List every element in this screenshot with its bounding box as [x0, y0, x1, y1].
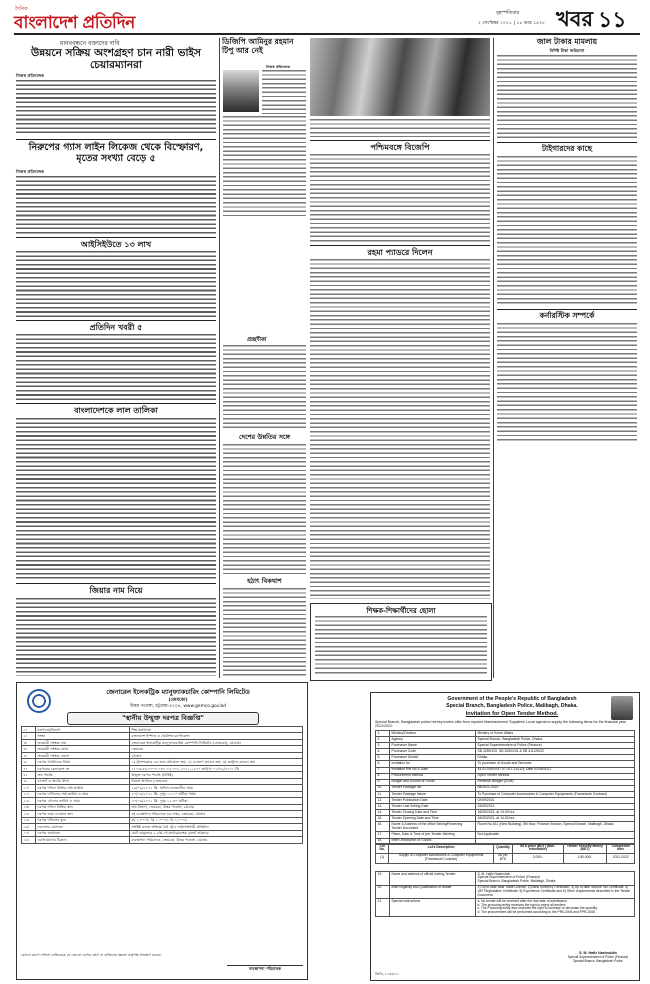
table-cell: 13.	[376, 804, 390, 810]
table-cell: 1.	[376, 731, 390, 737]
table-cell: To Purchase of Computer Accessories & Computer Equipments (Framework Contract)	[476, 791, 635, 797]
table-cell: 2.	[376, 737, 390, 743]
table-cell: Budget and Source of Funds	[390, 779, 476, 785]
table-cell: ১০।	[22, 785, 36, 791]
table-cell: ৫।	[22, 752, 36, 758]
table-cell: সংশ্লিষ্ট কাজে অভিজ্ঞ বৈধ ট্রেড লাইসেন্সধারী প্রতিষ্ঠান	[130, 824, 303, 830]
logo-small: দৈনিক	[15, 6, 28, 12]
table-cell: ১১।	[22, 791, 36, 797]
table-cell: (1)	[376, 853, 389, 863]
table-cell: ১৩।	[22, 804, 36, 810]
table-cell: ১) ট্রান্সফরমার এর জন্য কাঁচামাল ক্রয়; ২) এনালগ ক্যাবল ক্রয়; ৩) কন্ট্রোল ক্যাবল ক্রয়	[130, 759, 303, 765]
table-cell: Ministry of Home Affairs	[476, 731, 635, 737]
table-cell: 17.	[376, 832, 390, 838]
table-row	[376, 899, 635, 916]
table-cell: Name & Address of the office Selling/Receiving Tender Document	[390, 822, 476, 832]
divider	[310, 245, 490, 246]
table-cell: ১৮।	[22, 837, 36, 843]
table-cell: ৪।	[22, 746, 36, 752]
left-story6-headline: জিয়ার নাম নিয়ে	[89, 586, 143, 595]
left-story2-headline: নিরুপের গ্যাস লাইন লিকেজ থেকে বিস্ফোরণ, মৃতের সংখ্যা বেড়ে ৫	[28, 142, 204, 164]
table-cell: Invitation Ref No & Date	[390, 767, 476, 773]
table-cell: To purchase of Goods and Services.	[476, 761, 635, 767]
table-row	[376, 853, 635, 863]
table-cell: Tender Closing Date and Time	[390, 810, 476, 816]
section-name: খবর	[556, 7, 594, 31]
tribute-headline: ডিজিপি আমিনুর রহমান টিপু আর নেই	[222, 37, 294, 55]
left-story3-headline: আইসিইউতে ১৩ লাখ	[80, 240, 152, 249]
table-cell: Tender Package No	[390, 785, 476, 791]
table-cell: দরদাতার যোগ্যতা	[36, 824, 130, 830]
sb-title: Invitation for Open Tender Method.	[465, 711, 559, 717]
divider	[310, 140, 490, 141]
table-cell: ৩।	[22, 739, 36, 745]
issue-date: ২ সেপ্টেম্বর ২০২১ | ১৮ ভাদ্র ১৪২৮	[478, 21, 546, 26]
table-header: Lot No.	[376, 844, 389, 854]
divider	[16, 139, 216, 140]
tribute-byline: নিজস্ব প্রতিবেদক	[266, 65, 291, 69]
table-cell: ১৯/০৯/২০২১ খ্রি. অফিস চলাকালীন সময়	[130, 785, 303, 791]
left-story5-headline: বাংলাদেশকে লাল তালিকা	[74, 406, 158, 415]
table-cell: 44.01.0000.047.07.027.21/(12); Date 01/09/2021	[476, 767, 635, 773]
table-cell: 12.	[376, 798, 390, 804]
sb-tender-ad	[370, 692, 640, 981]
sb-sign-name: S. M. Hafiz Nasiruddin	[579, 951, 617, 955]
table-cell: ১৭।	[22, 830, 36, 836]
table-header: Quantity	[493, 844, 512, 854]
table-cell: ১৬।	[22, 824, 36, 830]
table-cell: দরপত্র দলিল বিক্রির শেষ তারিখ	[36, 785, 130, 791]
sb-tender-table	[375, 730, 635, 845]
table-row	[376, 822, 635, 832]
sb-gov-line: Government of the People's Republic of Bangladesh	[447, 696, 577, 702]
tribute-text-3	[223, 345, 306, 431]
table-cell: Procurement Method	[390, 773, 476, 779]
table-cell: 10.	[376, 785, 390, 791]
hotat-headline: হঠাৎ বিকথাশ	[247, 577, 282, 585]
divider	[16, 237, 216, 238]
table-cell: Revenue Budget (GOB)	[476, 779, 635, 785]
table-cell: ৭।	[22, 765, 36, 771]
table-cell: Tender Publication Date	[390, 798, 476, 804]
table-cell: Agency	[390, 737, 476, 743]
table-cell: যোগাযোগের ঠিকানা	[36, 837, 130, 843]
gemco-tender-table	[21, 726, 303, 844]
sb-tender-table-2	[375, 871, 635, 917]
gemco-signature: ব্যবস্থাপনা পরিচালক	[227, 965, 303, 973]
left-story6-text	[16, 598, 216, 676]
table-cell: Purchaser Name	[390, 743, 476, 749]
table-cell: ১।	[22, 727, 36, 733]
table-cell: 14.	[376, 810, 390, 816]
table-cell: বাজেট ও অর্থের উৎস	[36, 778, 130, 784]
table-cell: ১২।	[22, 798, 36, 804]
newspaper-logo: বাংলাদেশ প্রতিদিন	[14, 13, 135, 33]
divider	[497, 309, 637, 310]
page-number: ১১	[598, 8, 627, 33]
table-cell: 16/09/2021, at 14.00 hrs.	[476, 816, 635, 822]
table-header: Tender Security Money (BDT)	[563, 844, 607, 854]
masthead-rule	[14, 33, 640, 35]
table-cell: শিল্প মন্ত্রণালয়	[130, 727, 303, 733]
table-cell: 1) Up to date valid Trade License; 2) Bank Solvency Certificate; 3) Up to date Income Tax Certificate; 4) VAT Registration Certificate; 5) Experience Certificate and 6) Other requirements described in the Tender Document.	[476, 885, 635, 899]
column-rule	[219, 38, 220, 678]
divider	[16, 583, 216, 584]
table-cell: 9.	[376, 779, 390, 785]
table-cell: ক্রয়কারী সংস্থার কোড	[36, 746, 130, 752]
table-cell: Supply of Computer Accessories & Computer Equipments (Framework Contract)	[389, 853, 493, 863]
table-cell: 11.	[376, 791, 390, 797]
tigers-text	[497, 156, 637, 306]
table-cell: ২০/০৯/২০২১ খ্রি. দুপুর ১২.০০ ঘটিকা পর্যন্ত	[130, 791, 303, 797]
table-cell: দরপত্র জমা দেওয়ার স্থান	[36, 811, 130, 817]
event-photo	[310, 38, 490, 116]
table-cell: Brief Eligibility and Qualification of Bidder	[390, 885, 476, 899]
table-cell: দরপত্র দলিলের মূল্য	[36, 817, 130, 823]
table-cell: Purchaser District	[390, 755, 476, 761]
portrait-photo	[223, 70, 259, 112]
table-cell: Tender Opening Date and Time	[390, 816, 476, 822]
jal-text	[497, 55, 637, 139]
table-cell: ক) ১,০০০/- খ) ১,০০০/- গ) ১,০০০/-	[130, 817, 303, 823]
issue-day: বৃহস্পতিবার	[496, 10, 520, 16]
table-cell: ক্রয় পদ্ধতি	[36, 772, 130, 778]
left-headline: উন্নয়নে সক্রিয় অংশগ্রহণ চান নারী ভাইস চেয়ারম্যানরা	[31, 47, 201, 72]
table-cell: ২।	[22, 733, 36, 739]
table-header: Lot's Description	[389, 844, 493, 854]
left-kicker: মানববন্ধনে বক্তাদের দাবি	[60, 40, 120, 47]
table-cell: Special Superintendent of Police (Finance)	[476, 743, 635, 749]
table-cell: Dhaka	[476, 755, 635, 761]
table-header-row	[376, 844, 635, 854]
tribute-text	[262, 70, 306, 114]
left-byline: নিজস্ব প্রতিবেদক	[16, 73, 45, 78]
table-cell: Purchaser Code	[390, 749, 476, 755]
gemco-notice-title: "স্থানীয় উন্মুক্ত দরপত্র বিজ্ঞপ্তি"	[122, 714, 204, 722]
table-cell: 18.	[376, 838, 390, 844]
table-cell: দরপত্রের রেফারেন্স নং	[36, 765, 130, 771]
table-cell: Special Branch, Bangladesh Police, Dhaka.	[476, 737, 635, 743]
table-cell: 6.	[376, 761, 390, 767]
divider	[16, 320, 216, 321]
left-story3-text	[16, 251, 216, 317]
sb-logo	[611, 696, 633, 720]
table-cell: মোট দরমূল্যের ২.৫% পে-অর্ডার/ব্যাংক ড্রাফট আকারে	[130, 830, 303, 836]
table-cell: 1,80,000/-	[563, 853, 607, 863]
table-row	[376, 872, 635, 886]
table-cell: Not Applicable	[476, 832, 635, 838]
table-cell: 08/2021-2022	[476, 785, 635, 791]
table-cell: ৬।	[22, 759, 36, 765]
table-cell: ১৪।	[22, 811, 36, 817]
table-row	[376, 885, 635, 899]
gemco-company-name: জেনারেল ইলেকট্রিক ম্যানুফ্যাকচারিং কোম্পানি লিমিটেড	[106, 688, 250, 696]
westbengal-text	[310, 154, 490, 242]
column-rule	[493, 38, 494, 678]
table-cell: Room No-611 (New Building), 5th floor, Finance Section, Special Branch, Malibagh, Dhaka	[476, 822, 635, 832]
table-cell: 15/09/2021	[476, 804, 635, 810]
table-cell: ২০/০৯/২০২১ খ্রি. দুপুর ১২.৩০ ঘটিকা	[130, 798, 303, 804]
gemco-notice-title-box	[67, 712, 259, 725]
jal-subhead: নির্দিষ্ট টাকা জরিমানা	[549, 48, 585, 53]
table-cell: Tender Package Name	[390, 791, 476, 797]
teacher-ad	[310, 603, 492, 681]
table-cell: দরপত্র জামানত	[36, 830, 130, 836]
teacher-ad-text	[315, 616, 487, 676]
table-cell: 02/09/2021	[476, 798, 635, 804]
table-cell: ব্যবস্থাপনা পরিচালক, জেমকো, উত্তর পতেঙ্গা, চট্টগ্রাম	[130, 837, 303, 843]
gemco-address: উত্তর পতেঙ্গা, চট্টগ্রাম-৪২০৪, www.gemco.gov.bd	[130, 704, 226, 709]
table-cell: 21.	[376, 899, 390, 916]
table-cell: ৯।	[22, 778, 36, 784]
left-story1-text	[16, 80, 216, 136]
table-cell: 20.	[376, 885, 390, 899]
table-cell: জেনারেল ইলেকট্রিক ম্যানুফ্যাকচারিং কোম্পানি লিমিটেড (জেমকো), চট্টগ্রাম।	[130, 739, 303, 745]
sb-office-line: Special Branch, Bangladesh Police, Malibagh, Dhaka.	[446, 703, 578, 709]
gemco-tender-ad	[16, 682, 308, 980]
table-cell: S. M. Hafiz Nasiruddin Special Superintendent of Police (Finance) Special Branch, Bangladesh Police, Malibagh, Dhaka	[476, 872, 635, 886]
sb-signature-block	[561, 951, 635, 963]
table-cell: 4.	[376, 749, 390, 755]
table-cell: Name and address of official inviting Tender.	[390, 872, 476, 886]
westbengal-headline: পশ্চিমবঙ্গে বিজেপি	[370, 143, 430, 152]
table-cell: দরপত্র আহ্বানের বিষয়	[36, 759, 130, 765]
table-row	[22, 837, 303, 843]
unnoti-text	[223, 444, 306, 574]
table-cell: 5.	[376, 755, 390, 761]
gemco-company-abbr: (জেমকো)	[168, 698, 188, 703]
event-photo-caption	[310, 119, 490, 137]
left-story2-text	[16, 176, 216, 234]
table-cell: জেমকো	[130, 746, 303, 752]
table-cell: 3.	[376, 743, 390, 749]
table-cell: 2021-2022	[607, 853, 635, 863]
mahmud-headline: রহমা প্যাডরে দিলেন	[367, 248, 433, 257]
unnoti-headline: দেশের উন্নতির সঙ্গে	[239, 433, 290, 441]
left-story2-byline: নিজস্ব প্রতিবেদক	[16, 169, 45, 174]
table-cell: 16/09/2021, at 13.00 hrs.	[476, 810, 635, 816]
table-cell: 8.	[376, 773, 390, 779]
table-cell: Special Instructions	[390, 899, 476, 916]
table-cell: Tender Last Selling Date	[390, 804, 476, 810]
table-cell: Brief Description of Goods:	[390, 838, 476, 844]
table-cell: Invitation for	[390, 761, 476, 767]
table-cell: দরপত্র দলিল বিক্রির স্থান	[36, 804, 130, 810]
table-cell: Place, Date & Time of pre-Tender Meeting	[390, 832, 476, 838]
table-cell: ১৫।	[22, 817, 36, 823]
table-cell: 15.	[376, 816, 390, 822]
table-cell: As per BTD	[493, 853, 512, 863]
court-text	[497, 323, 637, 443]
divider	[497, 142, 637, 143]
table-cell: মন্ত্রণালয়/বিভাগ	[36, 727, 130, 733]
sb-sign-office: Special Branch, Bangladesh Police	[573, 959, 623, 963]
table-cell: 2,000/-	[513, 853, 563, 863]
table-cell: নিজস্ব অর্থায়ন (জেমকো)	[130, 778, 303, 784]
masthead	[0, 0, 650, 34]
gemco-logo	[27, 689, 51, 713]
table-cell: Ministry/Division	[390, 731, 476, 737]
left-story5-text	[16, 418, 216, 580]
table-cell: 7.	[376, 767, 390, 773]
table-cell: উন্মুক্ত দরপত্র পদ্ধতি (OTM)	[130, 772, 303, 778]
table-cell: চট্টগ্রাম	[130, 752, 303, 758]
table-cell: ক্রয়কারী সংস্থার জেলা	[36, 752, 130, 758]
table-cell: ১। ০৩.৪৩.০০০০.০৪৭.০৫.০০১.২০২১-১৫২০ তারিখ: ০১/০৯/২০২১ খ্রি	[130, 765, 303, 771]
gemco-footer-note: কোনো কারণ দর্শানো ব্যতিরেকে যে কোনো দরপত্র গ্রহণ বা বাতিলের ক্ষমতা কর্তৃপক্ষ সংরক্ষণ করেন।	[21, 953, 162, 957]
sb-intro: Special Branch, Bangladesh police hereby invites offer from reputed Manufacturers/ Suppliers/ Local agents to supply the following items for the financial year 2021/2022:	[375, 720, 626, 729]
table-cell: SB 3259/120, SB 3250/101 & SB 4112/5022	[476, 749, 635, 755]
table-cell: 19.	[376, 872, 390, 886]
left-story4-headline: প্রতিদিন খবরী ৫	[89, 323, 143, 332]
table-cell: সংস্থা	[36, 733, 130, 739]
sb-lot-table	[375, 843, 635, 864]
table-cell: ক্রয় বিভাগ, জেমকো, উত্তর পতেঙ্গা, চট্টগ্রাম	[130, 804, 303, 810]
divider	[16, 403, 216, 404]
table-cell: ৮।	[22, 772, 36, 778]
hotat-text	[223, 588, 306, 678]
jal-headline: জাল টাকার মামলায়	[536, 37, 598, 46]
table-cell: Open Tender Method	[476, 773, 635, 779]
tribute-text-2	[223, 116, 306, 216]
table-header: BTD price (BDT) (Non-refundable)	[513, 844, 563, 854]
table-cell: বাংলাদেশ ইস্পাত ও প্রকৌশল কর্পোরেশন	[130, 733, 303, 739]
sb-ref: জিডি-১২৩৫/২১	[375, 972, 400, 976]
table-cell: 16.	[376, 822, 390, 832]
tigers-headline: টাইগারদের কাছে	[541, 144, 593, 153]
mahmud-text	[310, 259, 490, 599]
table-cell: দরপত্র দাখিলের শেষ তারিখ ও সময়	[36, 791, 130, 797]
table-cell: ক) ব্যবস্থাপনা পরিচালক এর দপ্তর, জেমকো, চট্টগ্রাম	[130, 811, 303, 817]
center-photo-caption: প্রচ্ছদীকা	[247, 337, 267, 343]
table-cell: দরপত্র খোলার তারিখ ও সময়	[36, 798, 130, 804]
sb-sign-title: Special Superintendent of Police (Finance)	[567, 955, 629, 959]
left-story4-text	[16, 334, 216, 400]
table-header: Completion time	[607, 844, 635, 854]
teacher-ad-title: শিক্ষক-শিক্ষার্থীদের ছোলা	[366, 607, 436, 615]
table-cell: a. No tender will be received after the due date of submission. b. The procuring entity reserves the right to reject all tenders. c. The Procuring entity also reserves the right to increase or decrease the quantity. d. The procurement will be performed according to the PPA-2006 and PPR-2008	[476, 899, 635, 916]
table-cell: ক্রয়কারী সংস্থার নাম	[36, 739, 130, 745]
court-headline: কর্নারস্টিক সম্পর্কে	[539, 311, 595, 320]
